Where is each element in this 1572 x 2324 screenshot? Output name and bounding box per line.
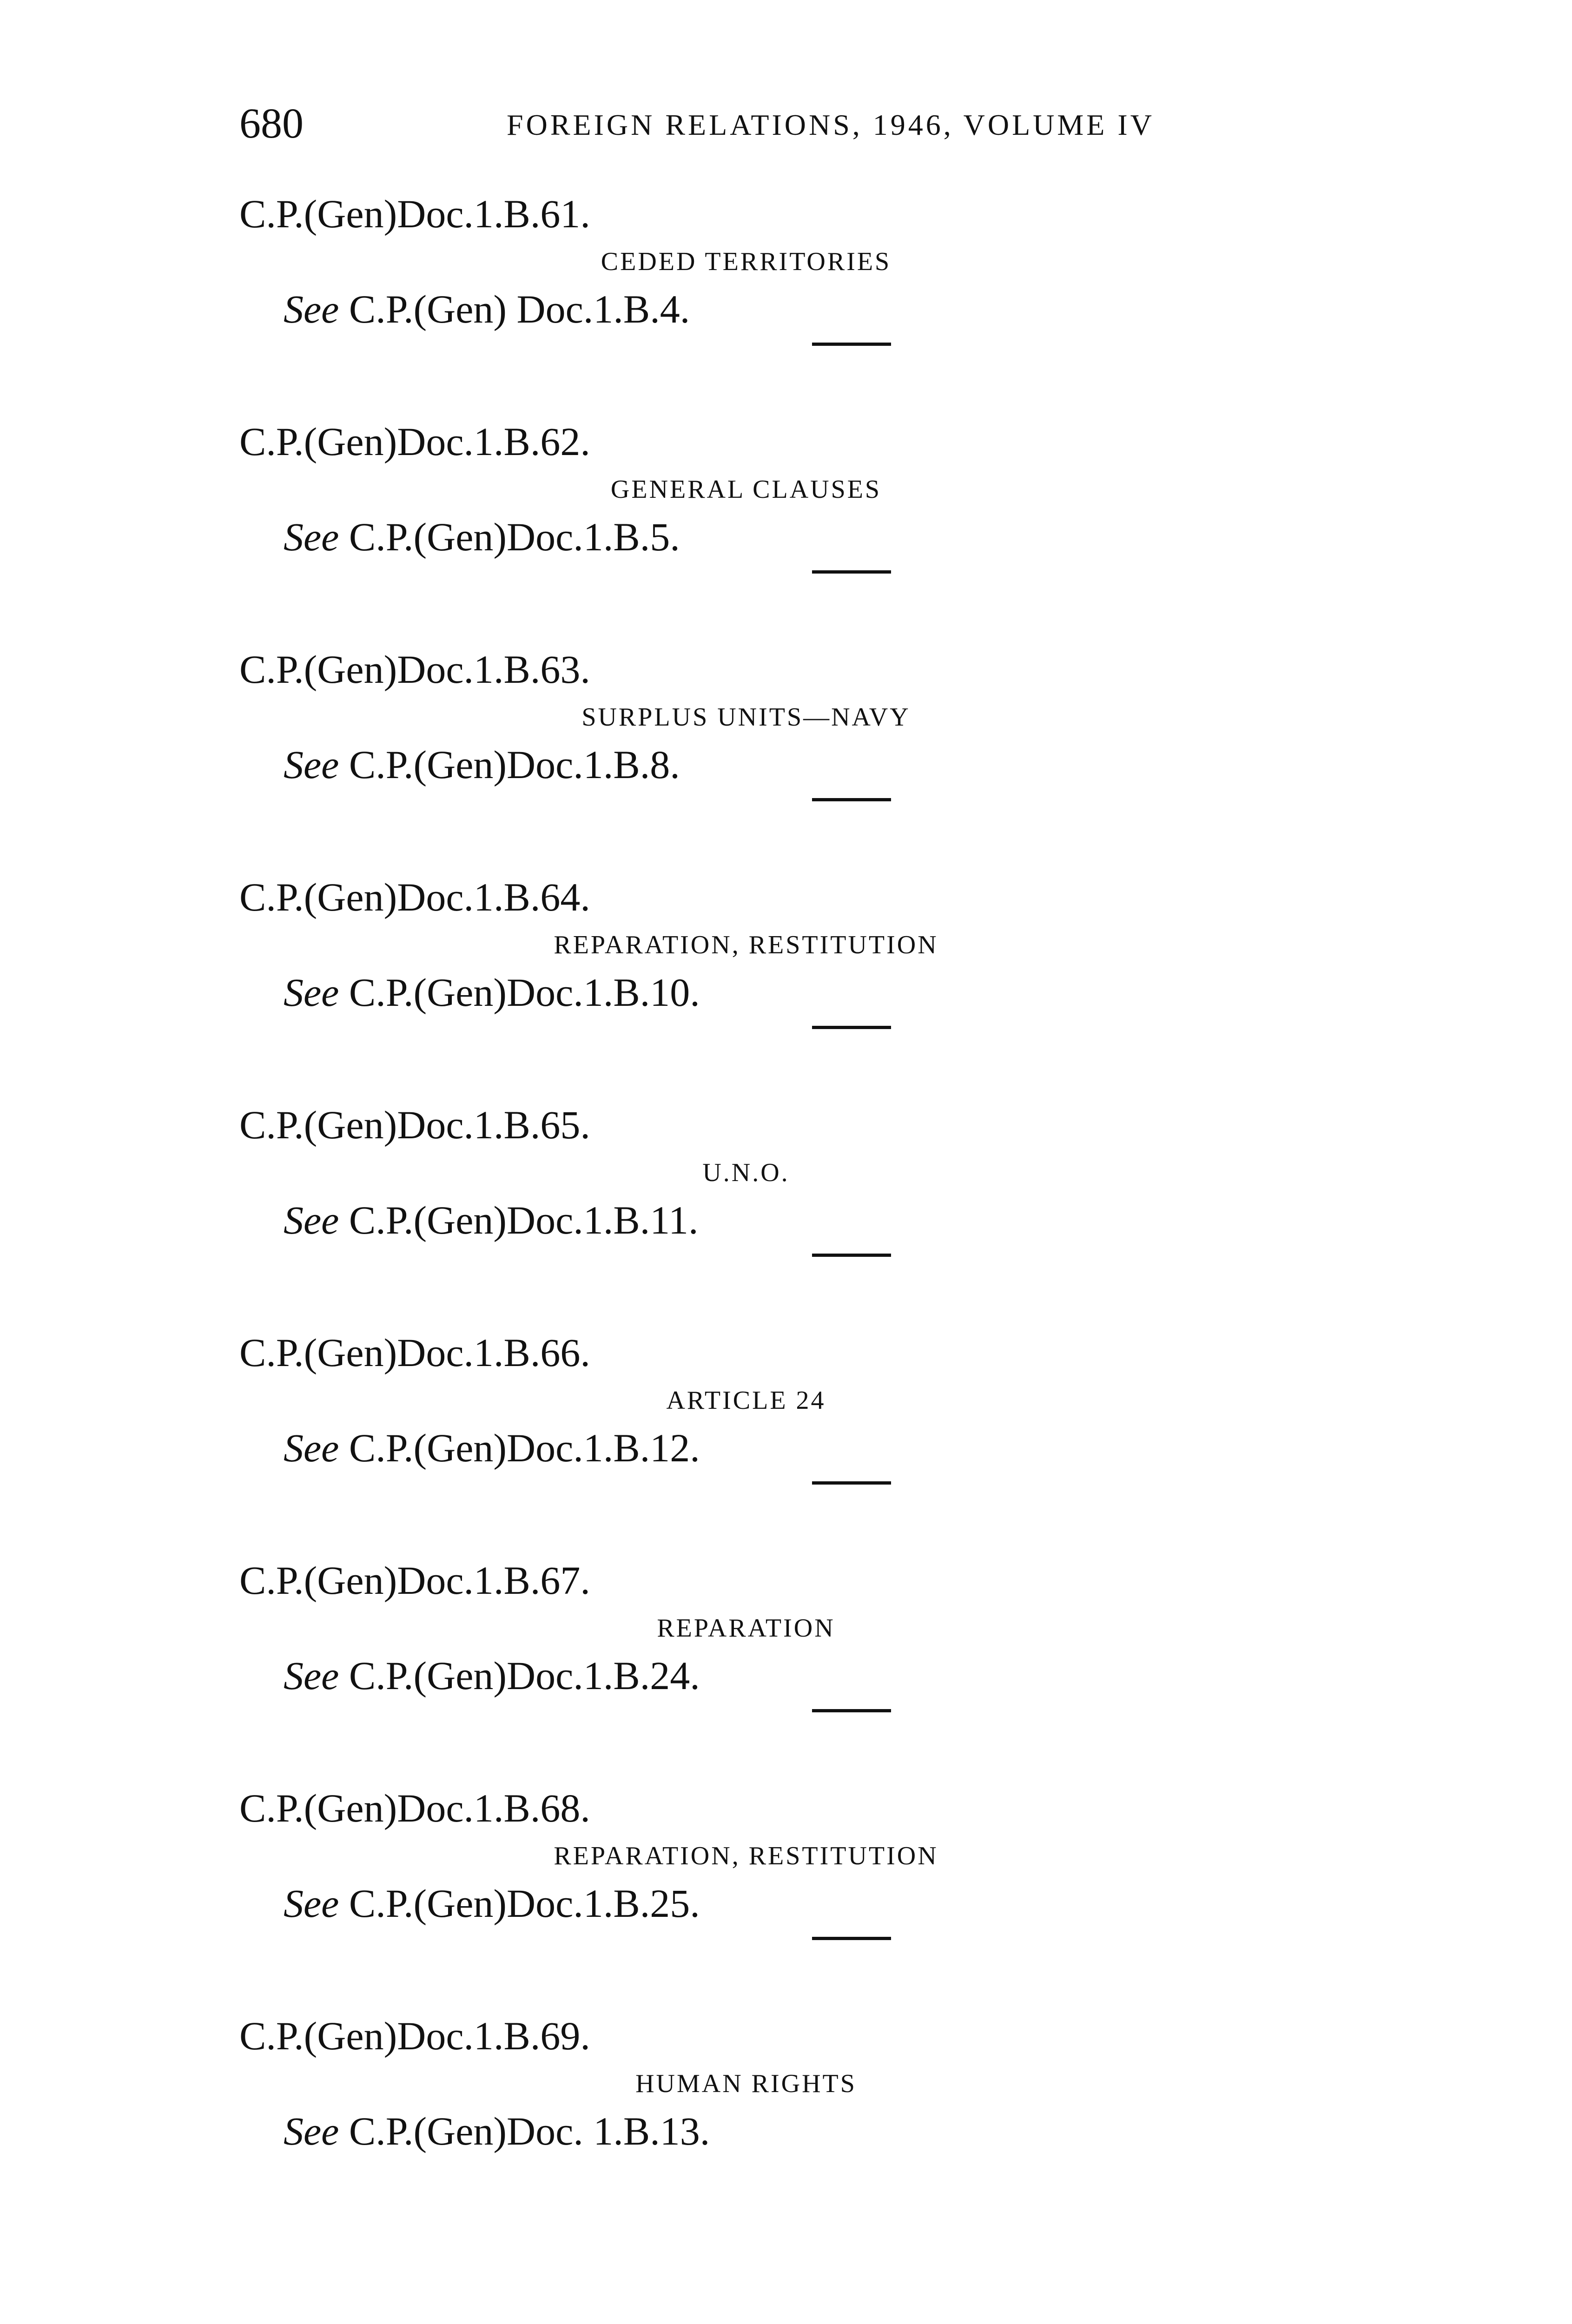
- running-head: FOREIGN RELATIONS, 1946, VOLUME IV: [507, 108, 1155, 141]
- see-reference-target: C.P.(Gen)Doc.1.B.25.: [349, 1881, 700, 1926]
- entry-separator: [812, 1481, 891, 1485]
- see-reference-target: C.P.(Gen)Doc.1.B.10.: [349, 970, 700, 1015]
- document-entry: [239, 1099, 1253, 1308]
- page-number: 680: [239, 99, 304, 147]
- entry-subject: CEDED TERRITORIES: [601, 247, 892, 276]
- see-reference-target: C.P.(Gen)Doc. 1.B.13.: [349, 2109, 710, 2153]
- see-reference: [284, 1878, 700, 1929]
- entry-separator: [812, 1026, 891, 1029]
- document-reference: C.P.(Gen)Doc.1.B.67.: [239, 1558, 590, 1603]
- document-entry: [239, 1555, 1253, 1764]
- entry-subject: REPARATION: [657, 1614, 835, 1643]
- see-reference-target: C.P.(Gen)Doc.1.B.12.: [349, 1426, 700, 1470]
- see-reference: [284, 967, 700, 1018]
- see-word: See: [284, 970, 339, 1015]
- see-reference: [284, 284, 690, 335]
- entry-subject: ARTICLE 24: [666, 1386, 826, 1415]
- see-reference-target: C.P.(Gen)Doc.1.B.5.: [349, 515, 680, 559]
- see-reference-target: C.P.(Gen) Doc.1.B.4.: [349, 287, 690, 331]
- see-reference: [284, 2106, 710, 2157]
- entry-separator: [812, 798, 891, 801]
- see-word: See: [284, 2109, 339, 2153]
- document-entry: [239, 644, 1253, 853]
- document-reference: C.P.(Gen)Doc.1.B.64.: [239, 875, 590, 919]
- entry-subject: GENERAL CLAUSES: [610, 475, 882, 504]
- see-reference: [284, 1650, 700, 1701]
- see-reference-target: C.P.(Gen)Doc.1.B.8.: [349, 742, 680, 787]
- entry-subject: U.N.O.: [702, 1158, 790, 1187]
- see-word: See: [284, 1426, 339, 1470]
- see-word: See: [284, 1881, 339, 1926]
- document-reference: C.P.(Gen)Doc.1.B.63.: [239, 647, 590, 692]
- document-entry: [239, 1327, 1253, 1536]
- entry-separator: [812, 1937, 891, 1940]
- entry-subject: HUMAN RIGHTS: [635, 2069, 857, 2098]
- document-entry: [239, 1783, 1253, 1992]
- document-reference: C.P.(Gen)Doc.1.B.69.: [239, 2014, 590, 2058]
- see-word: See: [284, 742, 339, 787]
- entry-separator: [812, 1254, 891, 1257]
- document-entry: [239, 872, 1253, 1081]
- see-reference: [284, 511, 680, 562]
- see-reference-target: C.P.(Gen)Doc.1.B.11.: [349, 1198, 699, 1242]
- see-reference: [284, 1422, 700, 1473]
- document-reference: C.P.(Gen)Doc.1.B.68.: [239, 1786, 590, 1830]
- see-word: See: [284, 515, 339, 559]
- entry-separator: [812, 343, 891, 346]
- see-word: See: [284, 1198, 339, 1242]
- document-entry: [239, 2010, 1253, 2219]
- entry-separator: [812, 1709, 891, 1712]
- document-reference: C.P.(Gen)Doc.1.B.65.: [239, 1103, 590, 1147]
- entry-subject: SURPLUS UNITS—NAVY: [581, 703, 911, 732]
- entry-separator: [812, 570, 891, 574]
- see-reference: [284, 1195, 699, 1246]
- document-entry: [239, 188, 1253, 397]
- document-entry: [239, 416, 1253, 625]
- document-reference: C.P.(Gen)Doc.1.B.66.: [239, 1330, 590, 1375]
- document-reference: C.P.(Gen)Doc.1.B.61.: [239, 191, 590, 236]
- see-word: See: [284, 1653, 339, 1698]
- entry-subject: REPARATION, RESTITUTION: [554, 931, 938, 959]
- document-reference: C.P.(Gen)Doc.1.B.62.: [239, 419, 590, 464]
- see-reference: [284, 739, 680, 790]
- page-header: [239, 98, 1234, 149]
- entry-subject: REPARATION, RESTITUTION: [554, 1842, 938, 1870]
- see-reference-target: C.P.(Gen)Doc.1.B.24.: [349, 1653, 700, 1698]
- see-word: See: [284, 287, 339, 331]
